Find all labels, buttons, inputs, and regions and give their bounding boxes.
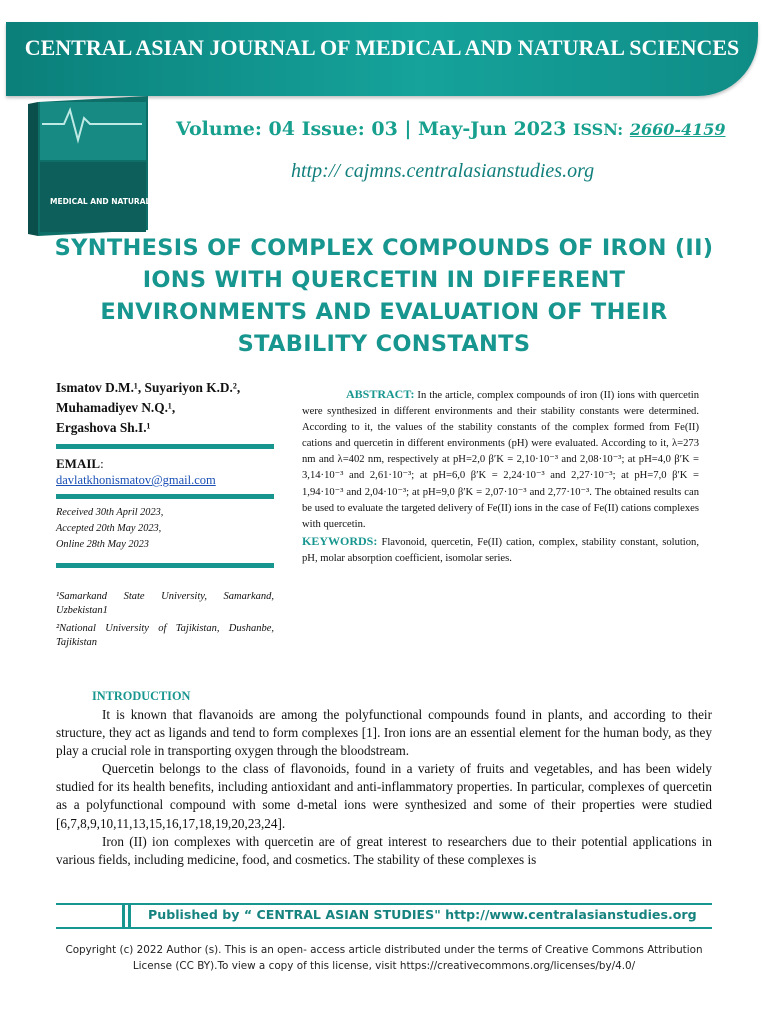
paragraph: Quercetin belongs to the class of flavonoids, found in a variety of fruits and vegetables, and has been widely studied for its health benefits, including antioxidant and anti-inflammatory properties. In particular, complexes of quercetin as a polyfunctional compound with some d-metal ions were synthesized and some of their properties were studied [6,7,8,9,10,11,13,15,16,17,18,19,20,23,24].	[56, 761, 712, 831]
email-label: EMAIL	[56, 456, 101, 471]
divider	[56, 563, 274, 568]
abstract-heading: ABSTRACT:	[346, 387, 415, 401]
issn-label: ISSN:	[572, 120, 624, 139]
author-line: Ergashova Sh.I.¹	[56, 420, 151, 435]
keywords-paragraph	[302, 533, 699, 567]
journal-cover-image	[24, 96, 195, 236]
authors	[56, 378, 274, 438]
introduction-heading: INTRODUCTION	[92, 689, 191, 703]
keywords-heading: KEYWORDS:	[302, 533, 378, 548]
email-block	[56, 455, 274, 488]
abstract-paragraph	[302, 386, 699, 533]
journal-name: CENTRAL ASIAN JOURNAL OF MEDICAL AND NATURAL SCIENCES	[24, 35, 740, 60]
affiliation-1: ¹Samarkand State University, Samarkand, Uzbekistan1	[56, 591, 274, 616]
accepted-date: Accepted 20th May 2023,	[56, 523, 162, 534]
paragraph: It is known that flavanoids are among the polyfunctional compounds found in plants, and according to their structure, they act as ligands and tend to form complexes [1]. Iron ions are an essential element for the human body, as they play a crucial role in transporting oxygen through the bloodstream.	[56, 707, 712, 759]
paragraph: Iron (II) ion complexes with quercetin are of great interest to researchers due to their potential applications in various fields, including medicine, food, and cosmetics. The stability of these complexes is	[56, 833, 712, 867]
publisher-line: Published by “ CENTRAL ASIAN STUDIES" http://www.centralasianstudies.org	[148, 907, 697, 922]
abstract-block	[302, 386, 699, 567]
email-link[interactable]: davlatkhonismatov@gmail.com	[56, 473, 216, 487]
cover-title: MEDICAL AND NATURAL SCIENCES	[50, 197, 195, 206]
keywords-text: Flavonoid, quercetin, Fe(II) cation, complex, stability constant, solution, pH, molar absorption coefficient, isomolar series.	[302, 536, 699, 564]
email-colon: :	[100, 456, 104, 471]
author-line: Ismatov D.M.¹, Suyariyon K.D.²,	[56, 380, 241, 395]
online-date: Online 28th May 2023	[56, 539, 149, 550]
divider	[56, 444, 274, 449]
abstract-text: In the article, complex compounds of iron (II) ions with quercetin were synthesized in different environments and their stability constants were determined. According to it, the values of the stability constants of the complex formed from Fe(II) cations and quercetin in different environments (pH) were evaluated. According to it, λ=273 nm and λ=402 nm, respectively at pH=2,0 β′K = 2,10·10⁻³ and 2,08·10⁻³; at pH=4,0 β′K = 3,14·10⁻³ and 2,61·10⁻³; at pH=6,0 β′K = 2,24·10⁻³ and 2,27·10⁻³; at pH=7,0 β′K = 1,94·10⁻³ and 2,04·10⁻³; at pH=9,0 β′K = 2,07·10⁻³ and 2,77·10⁻³. The obtained results can be used to evaluate the targeted delivery of Fe(II) ions in the case of Fe(II) cations complexes with quercetin.	[302, 390, 699, 530]
introduction-body	[56, 706, 712, 869]
journal-url[interactable]: http:// cajmns.centralasianstudies.org	[291, 160, 595, 182]
article-title: SYNTHESIS OF COMPLEX COMPOUNDS OF IRON (II) IONS WITH QUERCETIN IN DIFFERENT ENVIRONMENTS AND EVALUATION OF THEIR STABILITY CONSTANTS	[54, 235, 714, 357]
dates-block	[56, 505, 274, 553]
volume-issue-line	[176, 118, 726, 140]
journal-banner	[6, 22, 758, 96]
divider	[56, 494, 274, 499]
received-date: Received 30th April 2023,	[56, 507, 164, 518]
author-panel	[56, 378, 274, 650]
author-line: Muhamadiyev N.Q.¹,	[56, 400, 176, 415]
copyright-notice: Copyright (c) 2022 Author (s). This is an open- access article distributed under the terms of Creative Commons Attribution License (CC BY).To view a copy of this license, visit https://creativecommons.org/licenses/by/4.0/	[65, 944, 703, 972]
issn-link[interactable]: 2660-4159	[629, 120, 726, 139]
affiliation-2: ²National University of Tajikistan, Dushanbe, Tajikistan	[56, 623, 274, 648]
volume-issue: Volume: 04 Issue: 03 | May-Jun 2023	[176, 118, 567, 140]
